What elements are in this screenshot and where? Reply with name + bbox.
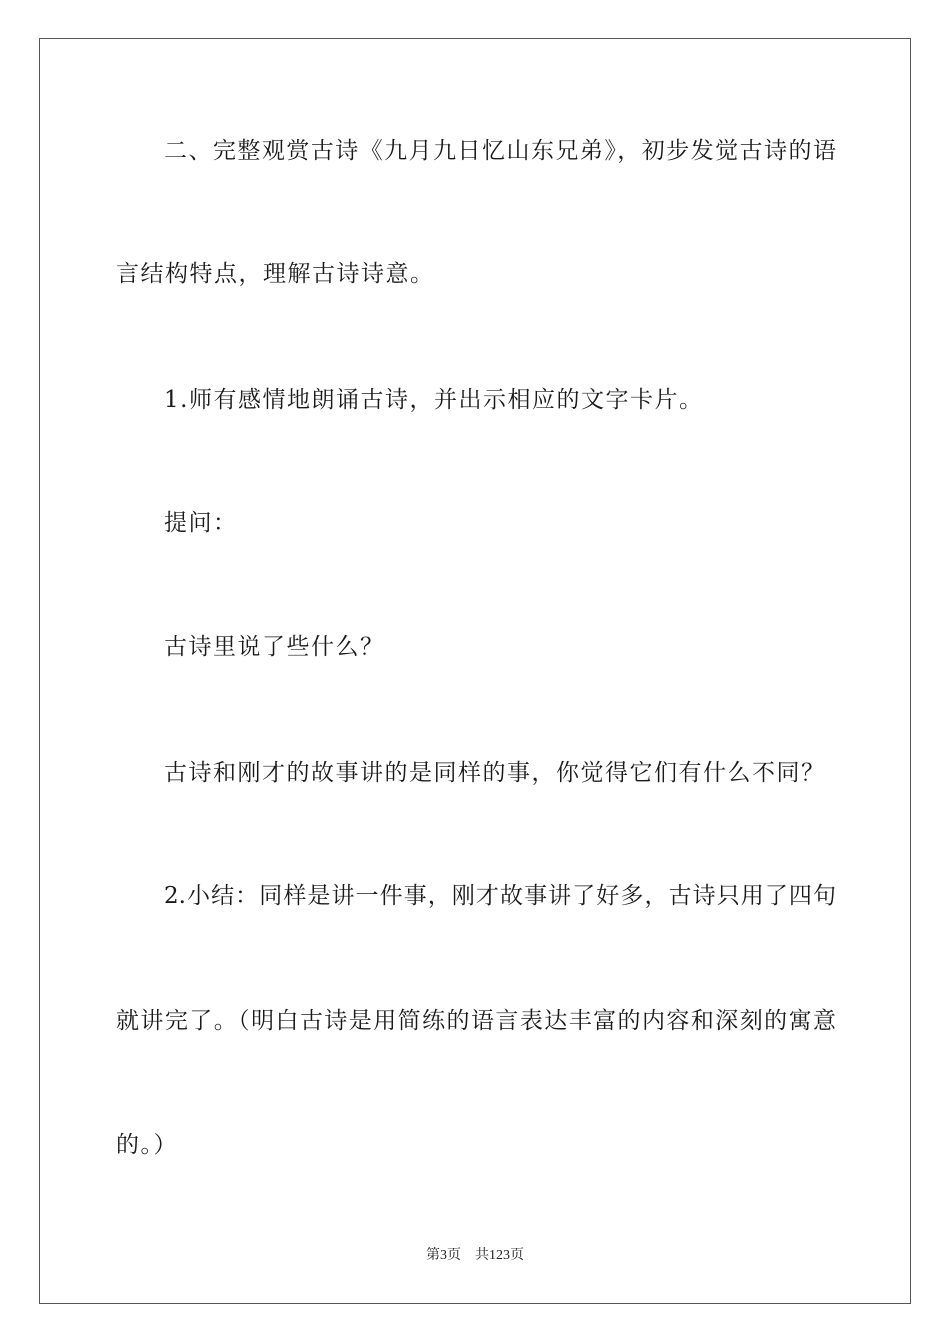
page-number-current: 第3页 (426, 1248, 461, 1263)
paragraph-line-8: 就讲完了。（明白古诗是用简练的语言表达丰富的内容和深刻的寓意 (116, 1008, 836, 1034)
paragraph-line-5: 古诗里说了些什么？ (164, 634, 385, 660)
paragraph-line-7: 2.小结：同样是讲一件事，刚才故事讲了好多，古诗只用了四句 (164, 883, 836, 909)
page-frame (39, 38, 911, 1304)
paragraph-line-2: 言结构特点，理解古诗诗意。 (116, 261, 435, 287)
paragraph-line-4: 提问： (164, 510, 238, 536)
page-footer (0, 1246, 950, 1266)
page-number-total: 共123页 (475, 1248, 524, 1263)
paragraph-line-3: 1.师有感情地朗诵古诗，并出示相应的文字卡片。 (164, 387, 704, 413)
paragraph-line-9: 的。） (116, 1132, 178, 1158)
paragraph-line-6: 古诗和刚才的故事讲的是同样的事，你觉得它们有什么不同？ (164, 760, 826, 786)
paragraph-line-1: 二、完整观赏古诗《九月九日忆山东兄弟》，初步发觉古诗的语 (164, 138, 836, 164)
